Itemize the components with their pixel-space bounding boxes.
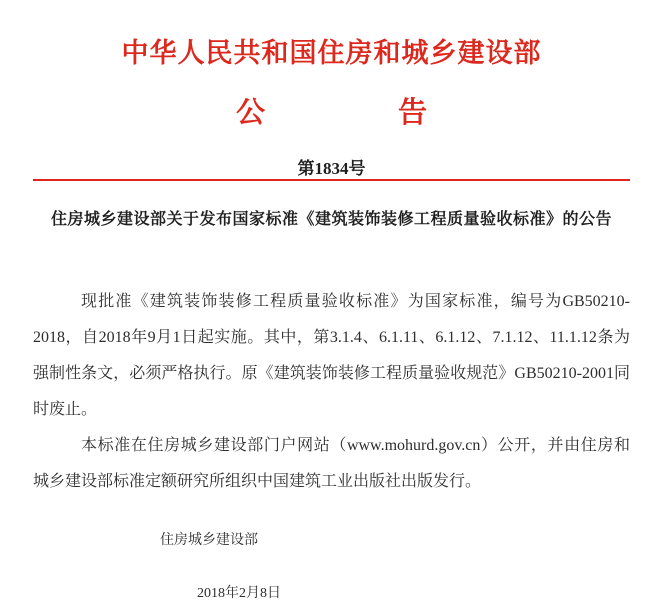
- ministry-title: 中华人民共和国住房和城乡建设部: [121, 38, 542, 68]
- notice-word: [0, 96, 663, 130]
- notice-number: 第1834号: [297, 159, 366, 178]
- announcement-body: [33, 284, 630, 500]
- red-divider-line: [33, 179, 630, 181]
- body-paragraph-1: 现批准《建筑装饰装修工程质量验收标准》为国家标准，编号为GB50210-2018，自2018年9月1日起实施。其中，第3.1.4、6.1.11、6.1.12、7.1.12、11.1.12条为强制性条文，必须严格执行。原《建筑装饰装修工程质量验收规范》GB50210-2001同时废止。: [33, 293, 630, 418]
- notice-word-char-right: 告: [398, 97, 428, 129]
- announcement-heading: 住房城乡建设部关于发布国家标准《建筑装饰装修工程质量验收标准》的公告: [50, 211, 612, 228]
- notice-word-char-left: 公: [235, 97, 265, 129]
- signature-ministry: 住房城乡建设部: [160, 533, 258, 548]
- signature-date: 2018年2月8日: [197, 586, 281, 601]
- body-paragraph-2: 本标准在住房城乡建设部门户网站（www.mohurd.gov.cn）公开，并由住房和城乡建设部标准定额研究所组织中国建筑工业出版社出版发行。: [33, 437, 630, 490]
